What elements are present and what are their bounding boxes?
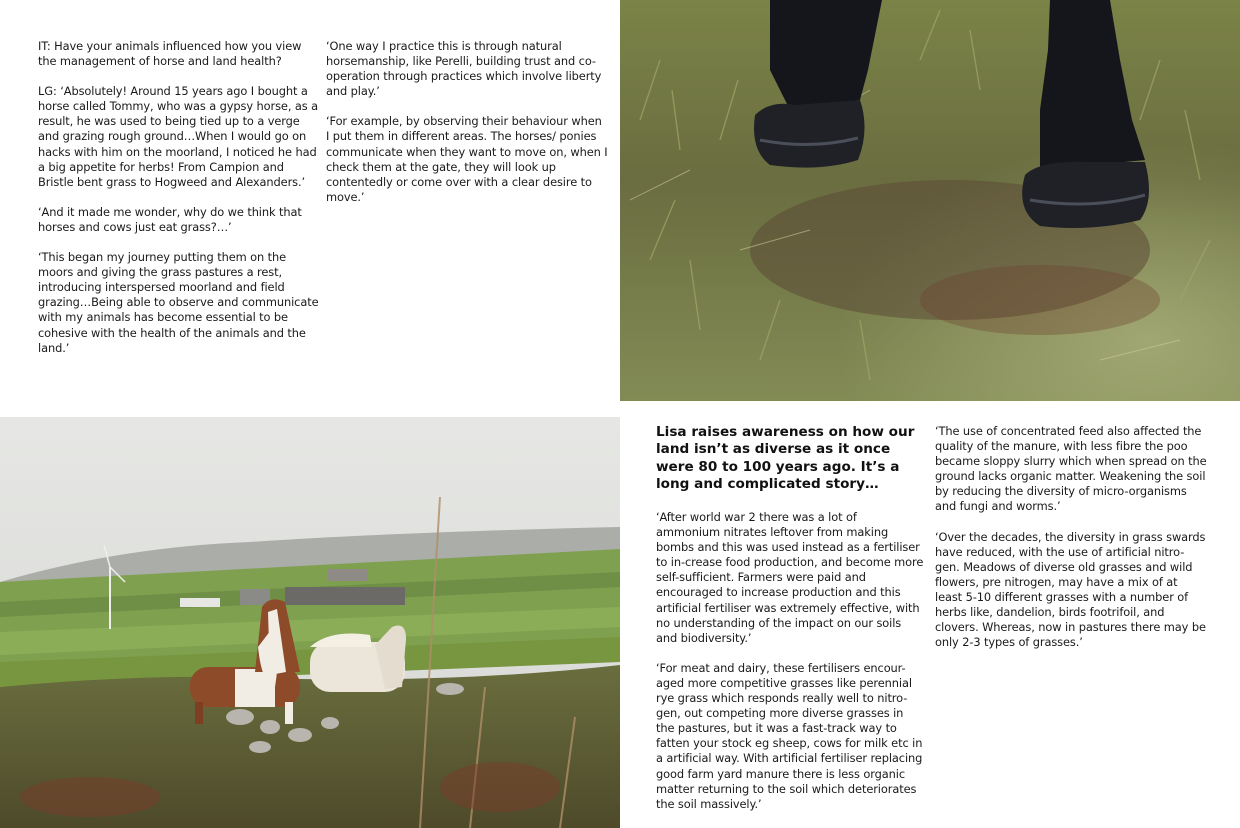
ponies-landscape-photo: [0, 417, 620, 828]
pull-quote-heading: Lisa raises awareness on how our land isn’t as diverse as it once were 80 to 100 years ago. It’s a long and complicated story…: [656, 424, 915, 492]
paragraph: ‘For meat and dairy, these fertilisers encour-aged more competitive grasses like perennial rye grass which responds really well to nitro-gen, out competing more diverse grasses in the pastures, but it was a fast-track way to fatten your stock eg sheep, cows for milk etc in a artificial way. With artificial fertiliser replacing good farm yard manure there is less organic matter returning to the soil which deteriorates the soil massively.’: [656, 660, 923, 811]
paragraph: ‘Over the decades, the diversity in grass swards have reduced, with the use of artificial nitro-gen. Meadows of diverse old grasses and wild flowers, pre nitrogen, may have a mix of at least 5-10 different grasses with a number of herbs like, dandelion, birds footrifoil, and clovers. Whereas, now in pastures there may be only 2-3 types of grasses.’: [935, 529, 1206, 650]
paragraph: LG: ‘Absolutely! Around 15 years ago I bought a horse called Tommy, who was a gypsy horse, as a result, he was used to being tied up to a verge and grazing rough ground…When I would go on hacks with him on the moorland, I noticed he had a big appetite for herbs! From Campion and Bristle bent grass to Hogweed and Alexanders.’: [38, 84, 318, 189]
text-column-bottom-right: [935, 424, 1207, 665]
paragraph: ‘This began my journey putting them on the moors and giving the grass pastures a rest, introducing interspersed moorland and field grazing…Being able to observe and communicate with my animals has become essential to be cohesive with the health of the animals and the land.’: [38, 250, 319, 355]
text-column-left: [38, 39, 320, 371]
paragraph: IT: Have your animals influenced how you view the management of horse and land health?: [38, 39, 302, 69]
text-column-bottom-left: [656, 510, 924, 827]
paragraph: ‘The use of concentrated feed also affected the quality of the manure, with less fibre the poo became sloppy slurry which when spread on the ground lacks organic matter. Weakening the soil by reducing the diversity of micro-organisms and fungi and worms.’: [935, 424, 1207, 514]
paragraph: ‘And it made me wonder, why do we think that horses and cows just eat grass?…’: [38, 204, 302, 234]
horse-hooves-photo: [620, 0, 1240, 401]
text-column-middle: [326, 39, 608, 220]
paragraph: ‘After world war 2 there was a lot of ammonium nitrates leftover from making bombs and this was used instead as a fertiliser to in-crease food production, and become more self-sufficient. Farmers were paid and encouraged to increase production and this artificial fertiliser was extremely effective, with no understanding of the impact on our soils and biodiversity.’: [656, 510, 924, 645]
paragraph: ‘For example, by observing their behaviour when I put them in different areas. The horses/ ponies communicate when they want to move on, when I check them at the gate, they will look up contentedly or come over with a clear desire to move.’: [326, 114, 608, 204]
paragraph: ‘One way I practice this is through natural horsemanship, like Perelli, building trust and co-operation through practices which involve liberty and play.’: [326, 39, 602, 99]
